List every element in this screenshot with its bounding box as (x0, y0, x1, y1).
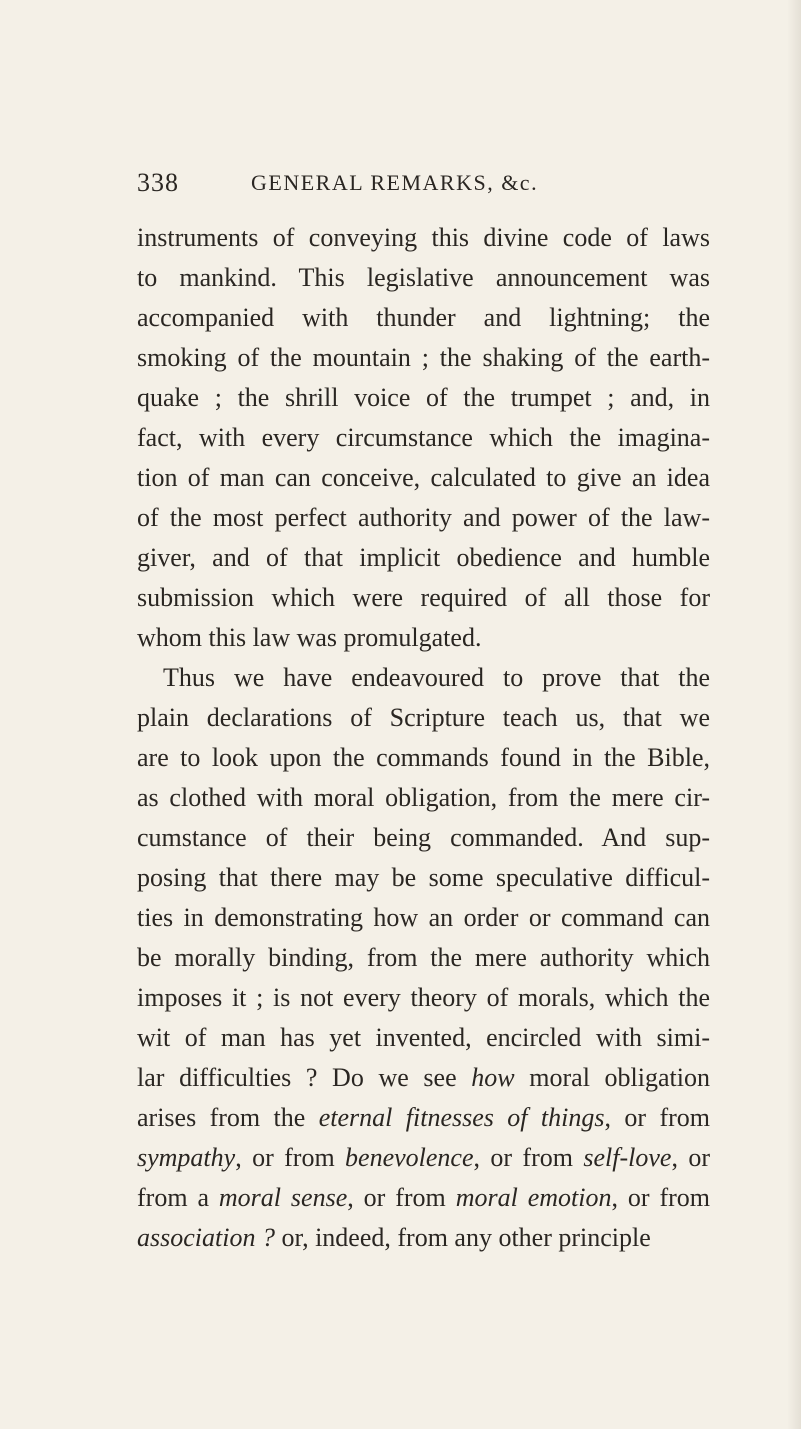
text-line (137, 738, 710, 778)
text-line (137, 378, 710, 418)
page-edge-shadow (787, 0, 801, 1429)
text-segment: whom this law was promulgated. (137, 623, 482, 652)
text-line (137, 898, 710, 938)
text-segment: instruments of conveying this divine code of laws (137, 223, 710, 252)
text-line (137, 1218, 710, 1258)
text-line (137, 458, 710, 498)
italic-phrase: association ? (137, 1223, 275, 1252)
text-segment: submission which were required of all those for (137, 583, 710, 612)
text-segment: of the most perfect authority and power of the law- (137, 503, 710, 532)
text-segment: moral obligation (514, 1063, 710, 1092)
running-head (137, 166, 707, 200)
text-line (137, 1138, 710, 1178)
text-line (137, 1058, 710, 1098)
text-segment: , or from (235, 1143, 346, 1172)
text-segment: , or from (611, 1183, 710, 1212)
text-segment: giver, and of that implicit obedience and humble (137, 543, 710, 572)
text-segment: arises from the (137, 1103, 319, 1132)
text-line (137, 218, 710, 258)
text-segment: from a (137, 1183, 219, 1212)
text-line (137, 1178, 710, 1218)
text-segment: fact, with every circumstance which the imagina- (137, 423, 710, 452)
text-line (137, 978, 710, 1018)
text-segment: cumstance of their being commanded. And sup- (137, 823, 710, 852)
text-line (137, 418, 710, 458)
page-number: 338 (137, 168, 179, 197)
text-line (137, 658, 710, 698)
text-segment: be morally binding, from the mere authority which (137, 943, 710, 972)
text-line (137, 298, 710, 338)
text-line (137, 858, 710, 898)
italic-phrase: how (471, 1063, 515, 1092)
text-segment: quake ; the shrill voice of the trumpet ; and, in (137, 383, 710, 412)
italic-phrase: self-love (583, 1143, 672, 1172)
italic-phrase: moral sense (218, 1183, 348, 1212)
text-segment: plain declarations of Scripture teach us, that we (137, 703, 710, 732)
text-line (137, 938, 710, 978)
text-segment: accompanied with thunder and lightning; the (137, 303, 710, 332)
text-segment: imposes it ; is not every theory of morals, which the (137, 983, 710, 1012)
text-segment: , or from (473, 1143, 584, 1172)
text-segment: are to look upon the commands found in the Bible, (137, 743, 710, 772)
text-line (137, 338, 710, 378)
italic-phrase: sympathy (137, 1143, 236, 1172)
text-segment: lar difficulties ? Do we see (137, 1063, 472, 1092)
body-text (137, 218, 710, 1258)
text-segment: wit of man has yet invented, encircled with simi- (137, 1023, 710, 1052)
italic-phrase: moral emotion (455, 1183, 612, 1212)
text-segment: , or from (604, 1103, 710, 1132)
text-line (137, 498, 710, 538)
text-line (137, 258, 710, 298)
text-segment: ties in demonstrating how an order or command can (137, 903, 710, 932)
text-segment: , or from (347, 1183, 456, 1212)
text-segment: to mankind. This legislative announcement was (137, 263, 710, 292)
text-segment: tion of man can conceive, calculated to give an idea (137, 463, 710, 492)
text-line (137, 818, 710, 858)
text-line (137, 1098, 710, 1138)
text-segment: smoking of the mountain ; the shaking of the earth- (137, 343, 710, 372)
text-line (137, 698, 710, 738)
text-line (137, 778, 710, 818)
text-segment: , or (671, 1143, 710, 1172)
text-line (137, 578, 710, 618)
italic-phrase: benevolence (345, 1143, 474, 1172)
running-head-title: GENERAL REMARKS, &c. (251, 170, 539, 195)
text-line (137, 538, 710, 578)
text-segment: as clothed with moral obligation, from the mere cir- (137, 783, 710, 812)
italic-phrase: eternal fitnesses of things (318, 1103, 605, 1132)
text-line (137, 1018, 710, 1058)
text-segment: Thus we have endeavoured to prove that the (163, 663, 710, 692)
text-line (137, 618, 710, 658)
text-segment: or, indeed, from any other principle (274, 1223, 651, 1252)
text-segment: posing that there may be some speculative difficul- (137, 863, 710, 892)
